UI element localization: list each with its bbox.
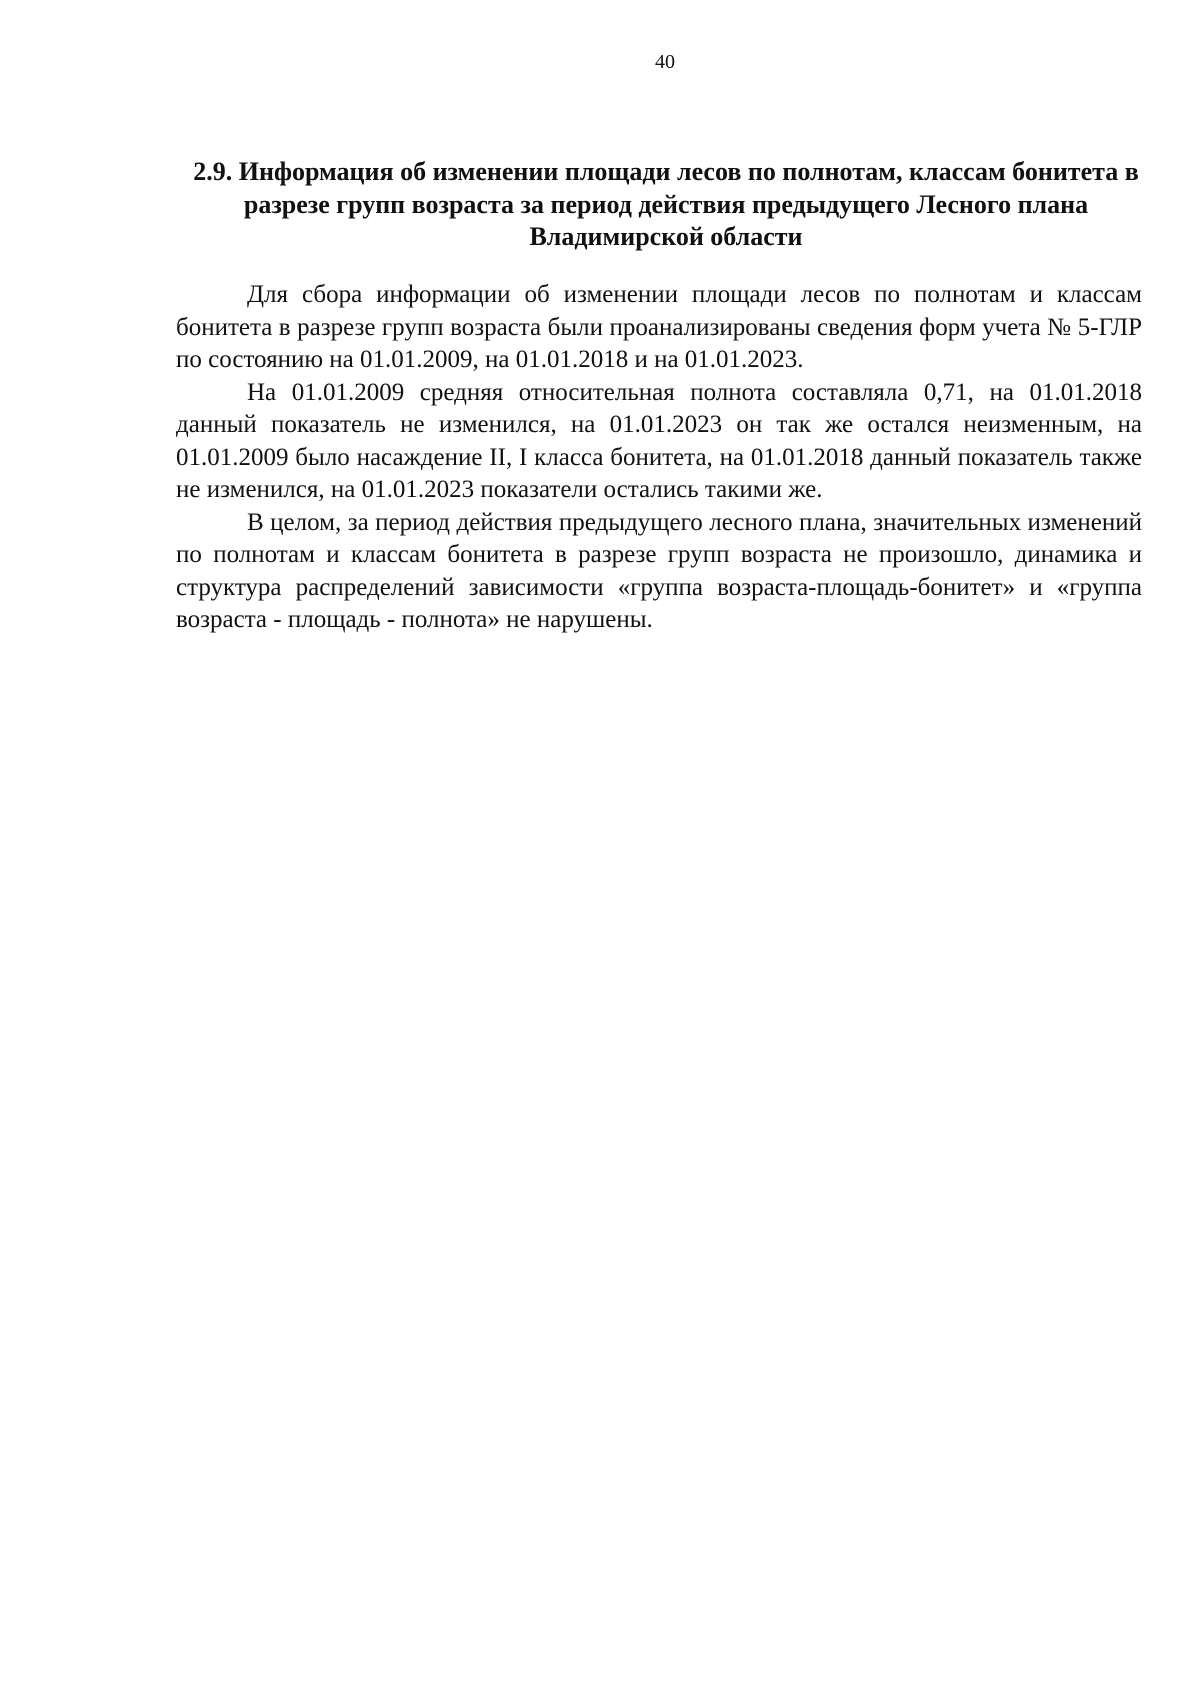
paragraph-conclusion: В целом, за период действия предыдущего лесного плана, значительных изменений по полнотам и классам бонитета в разрезе групп возраста не произошло, динамика и структура распределений зависимости «группа возраста-площадь-бонитет» и «группа возраста - площадь - полнота» не нарушены. <box>176 508 1142 633</box>
section-title: 2.9. Информация об изменении площади лесов по полнотам, классам бонитета в разрезе групп возраста за период действия предыдущего Лесного плана Владимирской области <box>193 157 1139 251</box>
page-number: 40 <box>655 51 675 73</box>
paragraph-data-sources: Для сбора информации об изменении площади лесов по полнотам и классам бонитета в разрезе групп возраста были проанализированы сведения форм учета № 5-ГЛР по состоянию на 01.01.2009, на 01.01.2018 и на 01.01.2023. <box>176 281 1142 373</box>
paragraph-indicators: На 01.01.2009 средняя относительная полнота составляла 0,71, на 01.01.2018 данный показатель не изменился, на 01.01.2023 он так же остался неизменным, на 01.01.2009 было насаждение II, I класса бонитета, на 01.01.2018 данный показатель также не изменился, на 01.01.2023 показатели остались такими же. <box>176 378 1142 503</box>
document-body <box>176 279 1142 637</box>
